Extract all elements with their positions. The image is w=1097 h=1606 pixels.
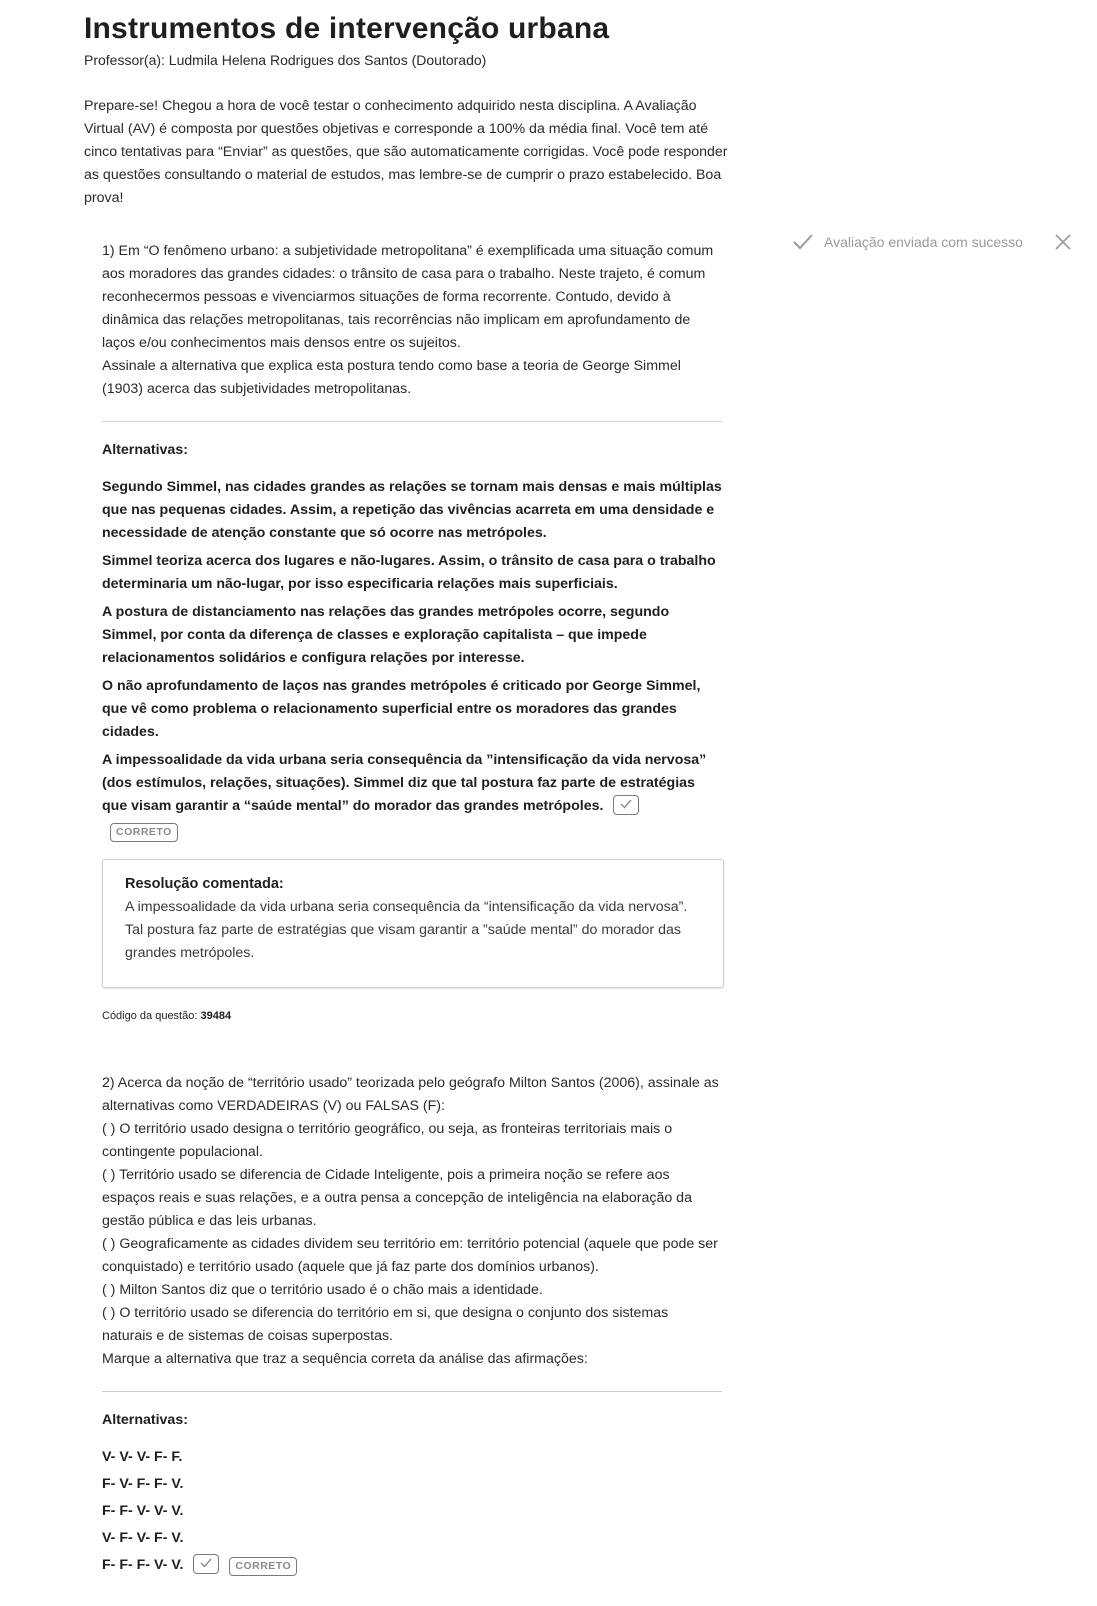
resolution-title: Resolução comentada: xyxy=(125,876,284,892)
statement-line: 2) Acerca da noção de “território usado” teorizada pelo geógrafo Milton Santos (2006), assinale as alternativas como VERDADEIRAS (V) ou FALSAS (F): xyxy=(102,1075,723,1114)
code-label: Código da questão: xyxy=(102,1010,198,1022)
statement-line: ( ) Milton Santos diz que o território usado é o chão mais a identidade. xyxy=(102,1282,543,1298)
professor-info: Professor(a): Ludmila Helena Rodrigues dos Santos (Doutorado) xyxy=(84,52,487,68)
alternatives-list xyxy=(102,1446,722,1577)
alternative-text: V- F- V- F- V. xyxy=(102,1530,184,1546)
alternative-option[interactable] xyxy=(102,1473,722,1496)
alternative-option[interactable] xyxy=(102,550,722,596)
toast-message: Avaliação enviada com sucesso xyxy=(824,234,1023,250)
question-code xyxy=(102,1010,722,1022)
question-statement xyxy=(102,240,722,401)
alternative-text: Simmel teoriza acerca dos lugares e não-lugares. Assim, o trânsito de casa para o trabalho determinaria um não-lugar, por isso especificaria relações mais superficiais. xyxy=(102,553,716,592)
resolution-box xyxy=(102,859,724,988)
resolution-text: A impessoalidade da vida urbana seria consequência da “intensificação da vida nervosa”. Tal postura faz parte de estratégias que visam garantir a ”saúde mental” do morador das grandes metrópoles. xyxy=(125,899,688,961)
alternative-option[interactable] xyxy=(102,675,722,744)
statement-line: ( ) O território usado se diferencia do território em si, que designa o conjunto dos sistemas naturais e de sistemas de coisas superpostas. xyxy=(102,1305,673,1344)
statement-line: Marque a alternativa que traz a sequência correta da análise das afirmações: xyxy=(102,1351,588,1367)
alternative-option[interactable] xyxy=(102,1527,722,1550)
statement-line: ( ) Geograficamente as cidades dividem seu território em: território potencial (aquele que pode ser conquistado) e território usado (aquele que já faz parte dos domínios urbanos). xyxy=(102,1236,722,1275)
question-statement xyxy=(102,1072,722,1371)
alternative-option-selected[interactable] xyxy=(102,1554,722,1577)
statement-line: ( ) Território usado se diferencia de Cidade Inteligente, pois a primeira noção se refere aos espaços reais e suas relações, e a outra pensa a concepção de inteligência na elaboração da gestão pública e das leis urbanas. xyxy=(102,1167,696,1229)
page-header xyxy=(84,0,734,210)
divider xyxy=(102,421,722,422)
success-toast xyxy=(792,230,1082,254)
divider xyxy=(102,1391,722,1392)
alternative-text: A postura de distanciamento nas relações das grandes metrópoles ocorre, segundo Simmel, por conta da diferença de classes e exploração capitalista – que impede relacionamentos solidários e configura relações por interesse. xyxy=(102,604,670,666)
alternative-text: F- F- V- V- V. xyxy=(102,1503,184,1519)
alternative-text: A impessoalidade da vida urbana seria consequência da ”intensificação da vida nervosa” (dos estímulos, relações, situações). Simmel diz que tal postura faz parte de estratégias que visam garantir a “saúde mental” do morador das grandes metrópoles. xyxy=(102,752,707,814)
page-title: Instrumentos de intervenção urbana xyxy=(84,12,610,45)
check-icon xyxy=(792,233,814,251)
alternative-text: O não aprofundamento de laços nas grandes metrópoles é criticado por George Simmel, que vê como problema o relacionamento superficial entre os moradores das grandes cidades. xyxy=(102,678,701,740)
statement-line: Assinale a alternativa que explica esta postura tendo como base a teoria de George Simmel (1903) acerca das subjetividades metropolitanas. xyxy=(102,358,685,397)
alternative-text: Segundo Simmel, nas cidades grandes as relações se tornam mais densas e mais múltiplas que nas pequenas cidades. Assim, a repetição das vivências acarreta em uma densidade e necessidade de atenção constante que só ocorre nas metrópoles. xyxy=(102,479,722,541)
question-2 xyxy=(102,1072,722,1581)
alternatives-title: Alternativas: xyxy=(102,1412,188,1428)
question-1 xyxy=(102,240,722,1022)
alternatives-title: Alternativas: xyxy=(102,442,188,458)
statement-line: 1) Em “O fenômeno urbano: a subjetividade metropolitana” é exemplificada uma situação comum aos moradores das grandes cidades: o trânsito de casa para o trabalho. Neste trajeto, é comum reconhecermos pessoas e vivenciarmos situações de forma recorrente. Contudo, devido à dinâmica das relações metropolitanas, tais recorrências não implicam em aprofundamento de laços e/ou conhecimentos mais densos entre os sujeitos. xyxy=(102,243,718,351)
alternative-option[interactable] xyxy=(102,476,722,545)
alternative-option[interactable] xyxy=(102,1446,722,1469)
selected-check-icon xyxy=(613,795,639,815)
correct-badge: CORRETO xyxy=(229,1557,297,1576)
correct-badge: CORRETO xyxy=(110,823,178,842)
close-icon[interactable] xyxy=(1054,233,1072,251)
statement-line: ( ) O território usado designa o território geográfico, ou seja, as fronteiras territoriais mais o contingente populacional. xyxy=(102,1121,677,1160)
alternatives-list xyxy=(102,476,722,843)
intro-text: Prepare-se! Chegou a hora de você testar o conhecimento adquirido nesta disciplina. A Avaliação Virtual (AV) é composta por questões objetivas e corresponde a 100% da média final. Você tem até cinco tentativas para “Enviar” as questões, que são automaticamente corrigidas. Você pode responder as questões consultando o material de estudos, mas lembre-se de cumprir o prazo estabelecido. Boa prova! xyxy=(84,98,728,206)
alternative-text: V- V- V- F- F. xyxy=(102,1449,183,1465)
code-value: 39484 xyxy=(200,1010,232,1022)
alternative-text: F- F- F- V- V. xyxy=(102,1557,184,1573)
selected-check-icon xyxy=(193,1554,219,1574)
alternative-option[interactable] xyxy=(102,1500,722,1523)
alternative-text: F- V- F- F- V. xyxy=(102,1476,184,1492)
alternative-option[interactable] xyxy=(102,601,722,670)
alternative-option-selected[interactable] xyxy=(102,749,722,843)
